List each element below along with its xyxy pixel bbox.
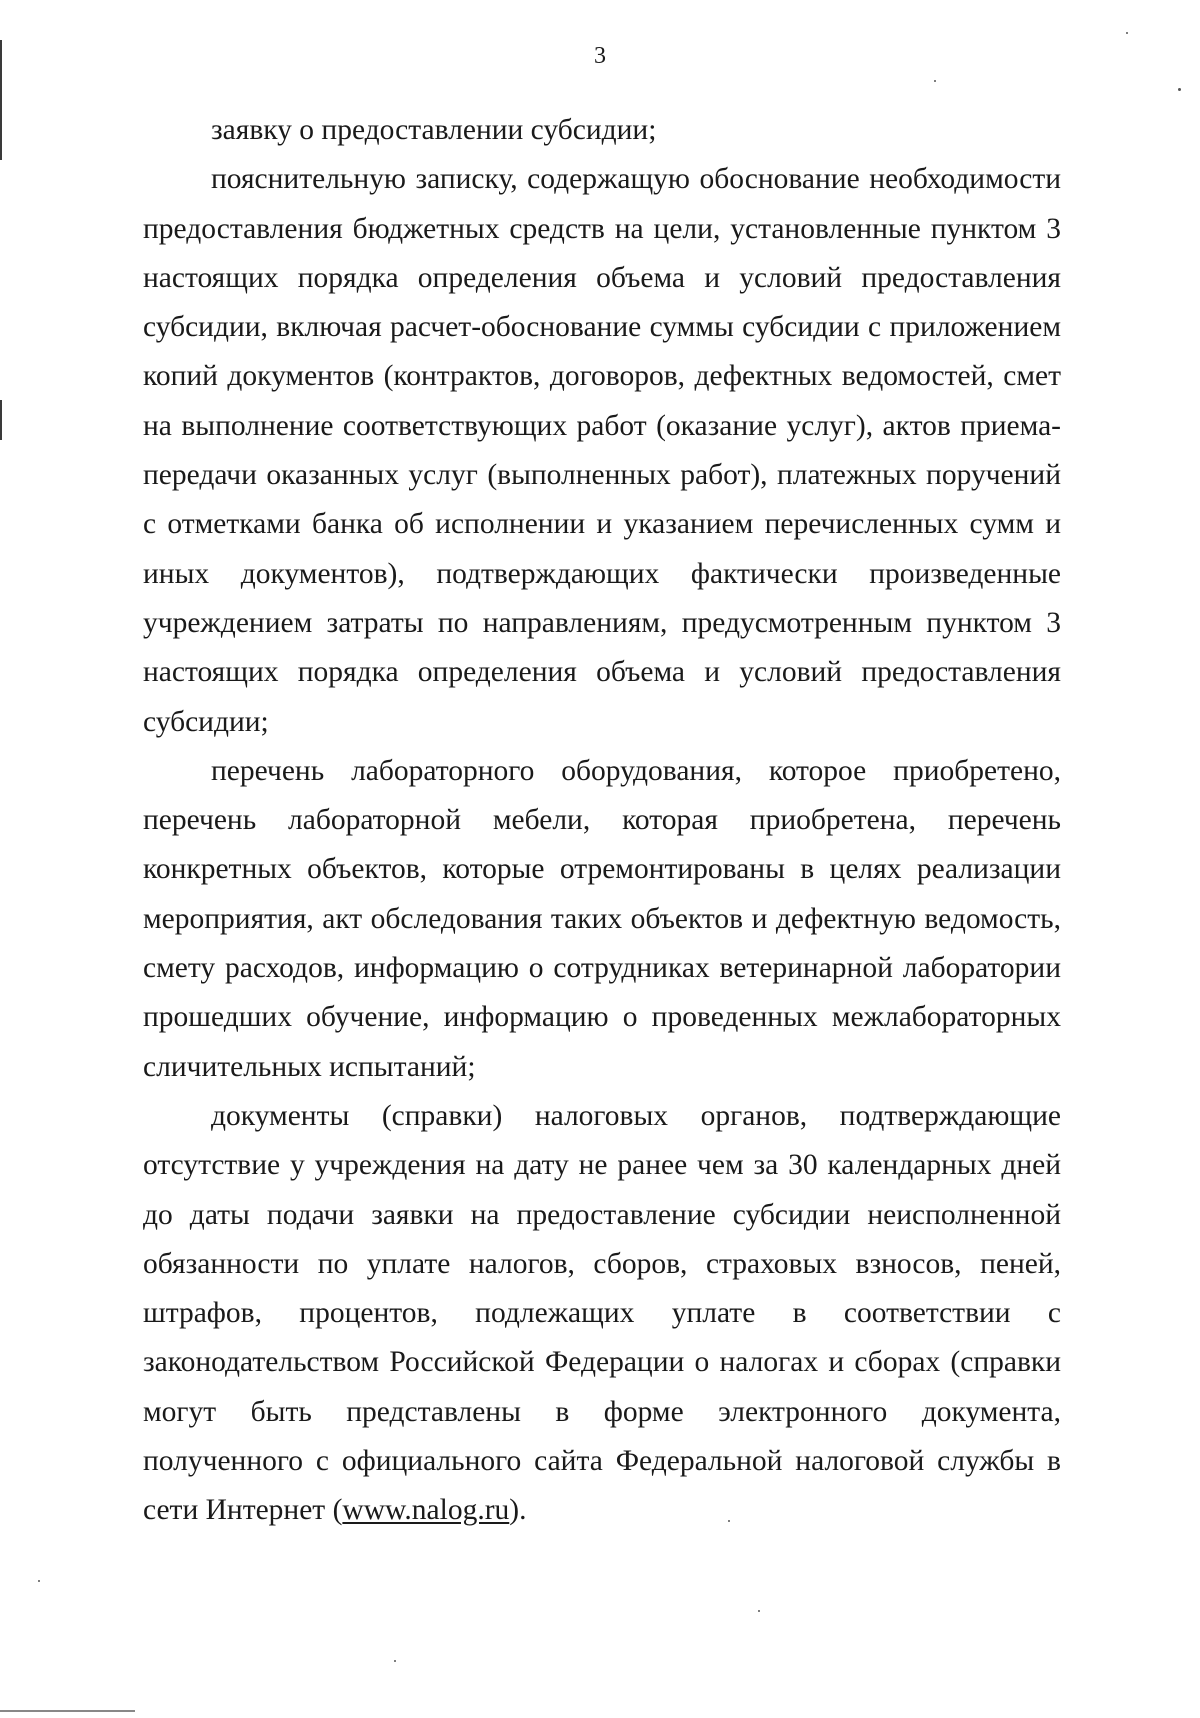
scan-speck [758,1610,760,1612]
scan-speck [934,80,936,82]
scan-speck [38,1580,40,1582]
nalog-website-link[interactable]: www.nalog.ru [342,1494,510,1527]
paragraph-explanatory-note: пояснительную записку, содержащую обоснование необходимости предоставления бюджетных средств на цели, установленные пунктом 3 настоящих порядка определения объема и условий предоставления субсидии, включая расчет-обоснование суммы субсидии с приложением копий документов (контрактов, договоров, дефектных ведомостей, смет на выполнение соответствующих работ (оказание услуг), актов приема-передачи оказанных услуг (выполненных работ), платежных поручений с отметками банка об исполнении и указанием перечисленных сумм и иных документов), подтверждающих фактически произведенные учреждением затраты по направлениям, предусмотренным пунктом 3 настоящих порядка определения объема и условий предоставления субсидии; [143,163,1061,738]
scan-edge-mark-middle [0,400,2,440]
paragraph-tax-documents [143,1092,1061,1536]
page-number: 3 [594,43,606,69]
paragraph-equipment-list: перечень лабораторного оборудования, которое приобретено, перечень лабораторной мебели, которая приобретена, перечень конкретных объектов, которые отремонтированы в целях реализации мероприятия, акт обследования таких объектов и дефектную ведомость, смету расходов, информацию о сотрудниках ветеринарной лаборатории прошедших обучение, информацию о проведенных межлабораторных сличительных испытаний; [143,754,1061,1083]
paragraph-application: заявку о предоставлении субсидии; [211,114,657,146]
document-body [143,106,1061,1536]
scan-edge-mark-bottom [0,1710,135,1712]
scan-speck [1178,88,1181,91]
paragraph-tax-documents-text: документы (справки) налоговых органов, подтверждающие отсутствие у учреждения на дату не ранее чем за 30 календарных дней до даты подачи заявки на предоставление субсидии неисполненной обязанности по уплате налогов, сборов, страховых взносов, пеней, штрафов, процентов, подлежащих уплате в соответствии с законодательством Российской Федерации о налогах и сборах (справки могут быть представлены в форме электронного документа, полученного с официального сайта Федеральной налоговой службы в сети Интернет ( [143,1099,1061,1527]
paragraph-tax-documents-suffix: ). [509,1494,527,1527]
scan-speck [394,1660,396,1662]
scan-speck [1126,32,1128,34]
